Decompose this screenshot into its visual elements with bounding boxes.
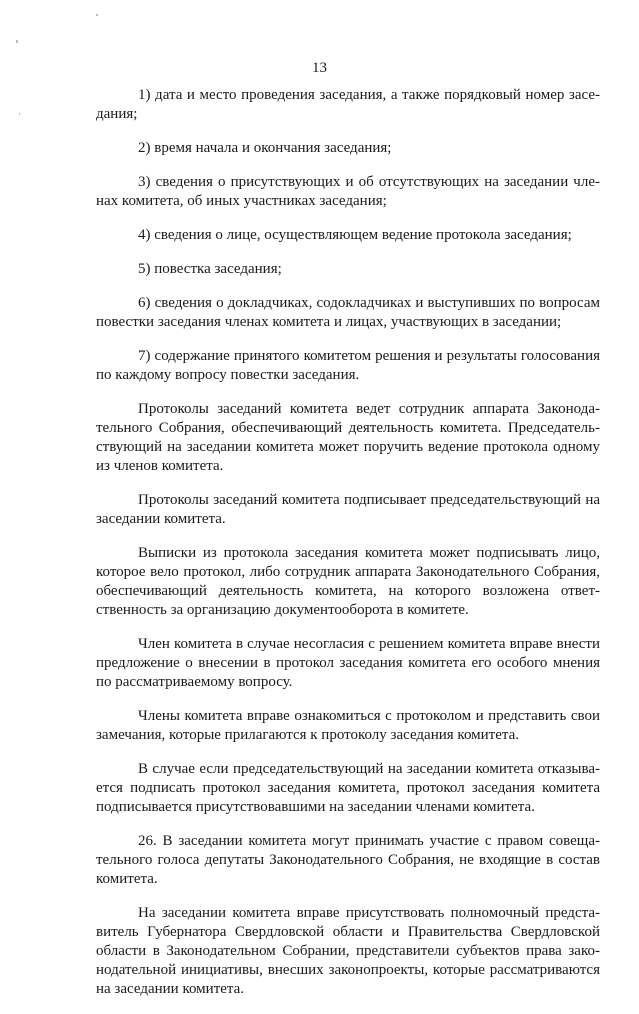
paragraph-item-6: 6) сведения о докладчиках, содокладчиках и выступивших по вопросам повестки заседания членах комитета и лицах, участвующих в заседании;: [96, 295, 600, 330]
document-body: [96, 86, 600, 1014]
paragraph-extracts: Выписки из протокола заседания комитета может подписывать лицо, которое вело протокол, либо сотрудник аппарата Законодательного Собрания, обеспечивающий деятельность комитета, на которого возложена ответственность за организацию документооборота в комитете.: [96, 545, 600, 618]
paragraph-attendance: На заседании комитета вправе присутствовать полномочный представитель Губернатора Свердловской области и Правительства Свердловской области в Законодательном Собрании, представители субъектов права законодательной инициативы, внесших законопроекты, которые рассматриваются на заседании комитета.: [96, 905, 600, 997]
paragraph-item-1: 1) дата и место проведения заседания, а также порядковый номер заседания;: [96, 87, 600, 122]
paragraph-item-7: 7) содержание принятого комитетом решения и результаты голосования по каждому вопросу повестки заседания.: [96, 348, 600, 383]
paragraph-section-26: 26. В заседании комитета могут принимать участие с правом совещательного голоса депутаты Законодательного Собрания, не входящие в состав комитета.: [96, 833, 600, 887]
scan-speck: [96, 14, 98, 16]
paragraph-item-3: 3) сведения о присутствующих и об отсутствующих на заседании членах комитета, об иных участниках заседания;: [96, 174, 600, 209]
paragraph-protocol-keeping: Протоколы заседаний комитета ведет сотрудник аппарата Законодательного Собрания, обеспечивающий деятельность комитета. Председательствующий на заседании комитета может поручить ведение протокола одному из членов комитета.: [96, 401, 600, 474]
paragraph-item-4: 4) сведения о лице, осуществляющем ведение протокола заседания;: [138, 227, 572, 243]
paragraph-item-5: 5) повестка заседания;: [138, 261, 282, 277]
scan-speck: [19, 113, 20, 115]
paragraph-dissenting-opinion: Член комитета в случае несогласия с решением комитета вправе внести предложение о внесении в протокол заседания комитета его особого мнения по рассматриваемому вопросу.: [96, 636, 600, 690]
paragraph-remarks: Члены комитета вправе ознакомиться с протоколом и представить свои замечания, которые прилагаются к протоколу заседания комитета.: [96, 708, 600, 743]
paragraph-item-2: 2) время начала и окончания заседания;: [138, 140, 392, 156]
paragraph-protocol-signing: Протоколы заседаний комитета подписывает председательствующий на заседании комитета.: [96, 492, 600, 527]
paragraph-refusal-to-sign: В случае если председательствующий на заседании комитета отказывается подписать протокол заседания комитета, протокол заседания комитета подписывается присутствовавшими на заседании членами комитета.: [96, 761, 600, 815]
scan-speck: [16, 40, 18, 43]
page-number: 13: [312, 60, 327, 76]
